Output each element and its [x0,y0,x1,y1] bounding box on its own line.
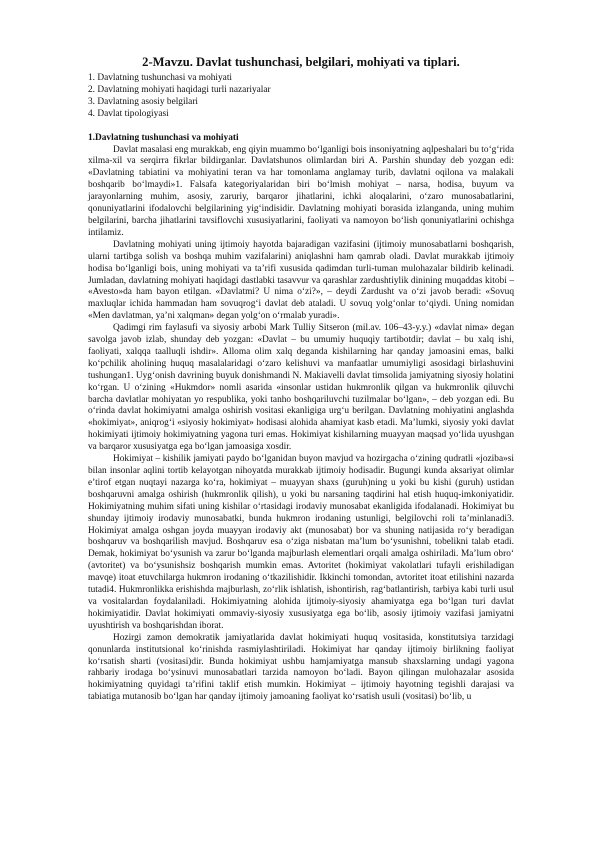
outline-item: 2. Davlatning mohiyati haqidagi turli nazariyalar [88,84,271,95]
body-paragraph: Hokimiyat – kishilik jamiyati paydo bo‘lganidan buyon mavjud va hozirgacha o‘zining qudratli «joziba»si bilan insonlar aqlini tortib kelayotgan nihoyatda murakkab ijtimoiy hodisadir. Bugungi kunda aksariyat olimlar e’tirof etgan nuqtayi nazarga ko‘ra, hokimiyat – muayyan shaxs (guruh)ning u yoki bu kishi (guruh) ustidan boshqaruvni amalga oshirish (hukmronlik qilish), u yoki bu narsaning taqdirini hal etish huquq-imkoniyatidir. Hokimiyatning muhim sifati uning kishilar o‘rtasidagi irodaviy munosabat ekanligida ifodalanadi. Hokimiyat bu shunday ijtimoiy irodaviy munosabatki, bunda hukmron irodaning ustunligi, belgilovchi roli ta’minlanadi3. Hokimiyat amalga oshgan joyda muayyan irodaviy akt (munosabat) bor va shuning natijasida ro‘y beradigan boshqaruv va boshqarilish mavjud. Boshqaruv esa o‘ziga nisbatan ma’lum bo‘ysunishni, tobelikni talab etadi. Demak, hokimiyat bo‘ysunish va zarur bo‘lganda majburlash elementlari orqali amalga oshiriladi. Ma’lum obro‘ (avtoritet) va bo‘ysunishsiz boshqarish mumkin emas. Avtoritet (hokimiyat vakolatlari tufayli erishiladigan mavqe) itoat etuvchilarga hukmron irodaning o‘tkazilishidir. Ikkinchi tomondan, avtoritet itoat etilishini nazarda tutadi4. Hukmronlikka erishishda majburlash, zo‘rlik ishlatish, ishontirish, rag‘batlantirish, tarbiya kabi turli usul va vositalardan foydalaniladi. Hokimiyatning alohida ijtimoiy-siyosiy ahamiyatga ega bo‘lgan turi davlat hokimiyatidir. Davlat hokimiyati ommaviy-siyosiy xususiyatga ega bo‘lib, asosiy ijtimoiy vazifasi jamiyatni uyushtirish va boshqarishdan iborat. [88,454,514,631]
outline-item: 3. Davlatning asosiy belgilari [88,96,199,107]
topic-outline [88,73,514,121]
body-paragraph: Qadimgi rim faylasufi va siyosiy arbobi Mark Tulliy Sitseron (mil.av. 106–43-y.y.) «davlat nima» degan savolga javob izlab, shunday deb yozgan: «Davlat – bu umumiy huquqiy tartibotdir; davlat – bu xalq ishi, faoliyati, xalqqa taalluqli ishdir». Alloma olim xalq deganda kishilarning har qanday jamoasini emas, balki ko‘pchilik aholining huquq masalalaridagi o‘zaro kelishuvi va manfaatlar umumiyligi asosidagi birlashuvini tushungan1. Uyg‘onish davrining buyuk donishmandi N. Makiavelli davlat timsolida jamiyatning siyosiy holatini ko‘rgan. U o‘zining «Hukmdor» nomli asarida «insonlar ustidan hukmronlik qilgan va hukmronlik qiluvchi barcha davlatlar mohiyatan yo respublika, yoki tanho boshqariluvchi tuzilmalar bo‘lgan», – deb yozgan edi. Bu o‘rinda davlat hokimiyatni amalga oshirish vositasi ekanligiga urg‘u berilgan. Davlatning mohiyatini anglashda «hokimiyat», aniqrog‘i «siyosiy hokimiyat» hodisasi alohida ahamiyat kasb etadi. Ma’lumki, siyosiy yoki davlat hokimiyati ijtimoiy hokimiyatning yagona turi emas. Hokimiyat kishilarning muayyan maqsad yo‘lida uyushgan va barqaror xususiyatga ega bo‘lgan jamoasiga xosdir. [88,323,514,453]
section-heading: 1.Davlatning tushunchasi va mohiyati [88,132,239,143]
outline-item: 1. Davlatning tushunchasi va mohiyati [88,73,233,83]
outline-item: 4. Davlat tipologiyasi [88,108,169,119]
body-paragraph: Hozirgi zamon demokratik jamiyatlarida davlat hokimiyati huquq vositasida, konstitutsiya tarzidagi qonunlarda institutsional ko‘rinishda rasmiylashtiriladi. Hokimiyat har qanday ijtimoiy birlikning faoliyat ko‘rsatish sharti (vositasi)dir. Bunda hokimiyat ushbu hamjamiyatga mansub shaxslarning undagi yagona rahbariy irodaga bo‘ysinuvi munosabatlari tarzida namoyon bo‘ladi. Bayon qilingan mulohazalar asosida hokimiyatning quyidagi ta’rifini taklif etish mumkin. Hokimiyat – ijtimoiy hayotning tegishli darajasi va tabiatiga mutanosib bo‘lgan har qanday ijtimoiy jamoaning faoliyat ko‘rsatish usuli (vositasi) bo‘lib, u [88,632,514,703]
body-paragraph: Davlat masalasi eng murakkab, eng qiyin muammo bo‘lganligi bois insoniyatning aqlpeshalari bu to‘g‘rida xilma-xil va serqirra fikrlar bildirganlar. Davlatshunos olimlardan biri A. Parshin shunday deb yozgan edi: «Davlatning tabiatini va mohiyatini teran va har tomonlama anglamay turib, davlatni oqilona va malakali boshqarib bo‘lmaydi»1. Falsafa kategoriyalaridan biri bo‘lmish mohiyat – narsa, hodisa, buyum va jarayonlarning muhim, asosiy, zaruriy, barqaror jihatlarini, ichki aloqalarini, o‘zaro munosabatlarini, qonuniyatlarini ifodalovchi belgilarining yig‘indisidir. Davlatning mohiyati borasida izlanganda, uning muhim belgilarini, barcha jihatlarini tavsiflovchi xususiyatlarini, faoliyati va namoyon bo‘lish qonuniyatlarini ochishga intilamiz. [88,144,514,238]
document-page [88,55,514,704]
body-paragraph: Davlatning mohiyati uning ijtimoiy hayotda bajaradigan vazifasini (ijtimoiy munosabatlarni boshqarish, ularni tartibga solish va boshqa muhim vazifalarini) aniqlashni ham qamrab oladi. Davlat murakkab ijtimoiy hodisa bo‘lganligi bois, uning mohiyati va ta’rifi xususida qadimdan turli-tuman mulohazalar bildirib kelinadi. Jumladan, davlatning mohiyati haqidagi dastlabki tasavvur va qarashlar zardushtiylik dinining muqaddas kitobi – «Avesto»da ham bayon etilgan. «Davlatmi? U nima o‘zi?», – deydi Zardusht va o‘zi javob beradi: «Sovuq maxluqlar ichida hammadan ham sovuqrog‘i davlat deb ataladi. U sovuq yolg‘onlar to‘qiydi. Uning nomidan «Men davlatman, ya’ni xalqman» degan yolg‘on o‘rmalab yuradi». [88,239,514,322]
document-title: 2-Mavzu. Davlat tushunchasi, belgilari, mohiyati va tiplari. [142,55,460,69]
